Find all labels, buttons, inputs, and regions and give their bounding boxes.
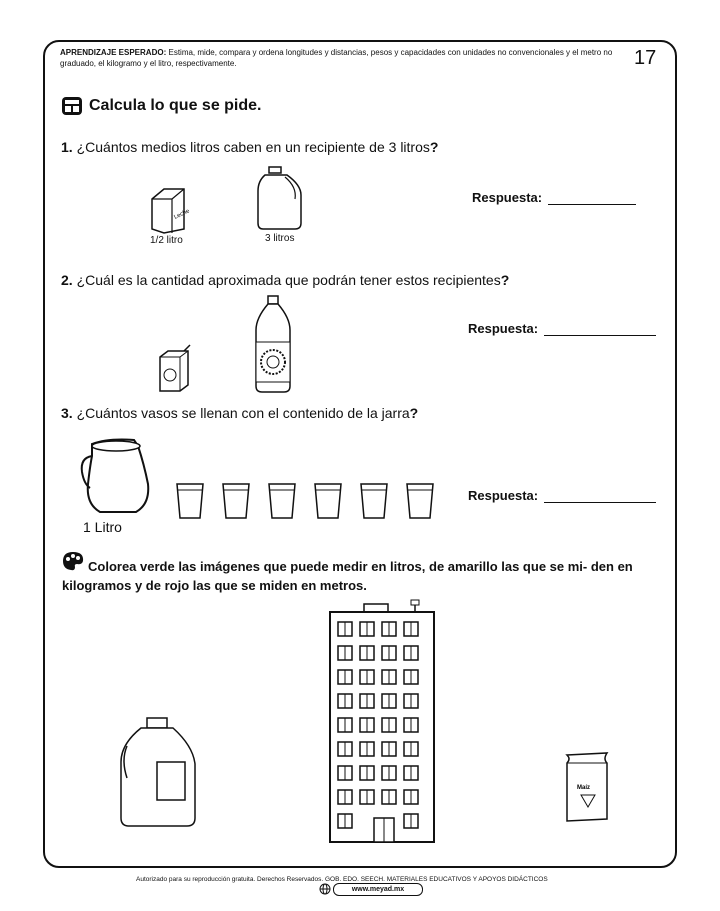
question-1: 1. ¿Cuántos medios litros caben en un recipiente de 3 litros? (61, 139, 439, 155)
glass-icon (407, 484, 433, 518)
glass-icon (361, 484, 387, 518)
answer-1: Respuesta: (472, 190, 636, 205)
learning-objective (60, 47, 620, 69)
glass-icon (223, 484, 249, 518)
corn-bag-icon (561, 749, 613, 825)
website-link[interactable]: www.meyad.mx (333, 883, 423, 896)
answer-3: Respuesta: (468, 488, 656, 503)
calculator-icon (61, 96, 83, 116)
gallon-jug-icon (255, 165, 305, 231)
objective-text: Estima, mide, compara y ordena longitudes y distancias, pesos y capacidades con unidades no convencionales y el metro no graduado, el kilogramo y el litro, respectivamente. (60, 48, 613, 68)
coloring-instructions: Colorea verde las imágenes que puede medir en litros, de amarillo las que se mi- den en kilogramos y de rojo las que se miden en metros. (62, 559, 633, 593)
page-number: 17 (634, 47, 657, 69)
objective-label: APRENDIZAJE ESPERADO: (60, 48, 167, 57)
carton-label: 1/2 litro (150, 235, 183, 246)
svg-text:Maíz: Maíz (577, 785, 591, 791)
juice-box-icon (158, 345, 194, 393)
milk-carton-icon (148, 185, 191, 235)
answer-3-blank[interactable] (544, 490, 656, 503)
svg-text:Leche: Leche (173, 208, 191, 221)
question-2: 2. ¿Cuál es la cantidad aproximada que podrán tener estos recipientes? (61, 272, 510, 288)
glasses-row (176, 482, 436, 522)
globe-icon (319, 883, 331, 895)
glass-icon (315, 484, 341, 518)
building-icon (328, 600, 436, 844)
pitcher-icon (78, 436, 154, 516)
answer-1-blank[interactable] (548, 192, 636, 205)
question-3: 3. ¿Cuántos vasos se llenan con el contenido de la jarra? (61, 405, 419, 421)
pitcher-label: 1 Litro (83, 519, 122, 535)
glass-icon (269, 484, 295, 518)
gallon-jug-icon (117, 716, 199, 830)
footer-text: Autorizado para su reproducción gratuita. Derechos Reservados. GOB. EDO. SEECH. MATERIALES EDUCATIVOS Y APOYOS DIDÁCTICOS (136, 876, 548, 883)
answer-2-blank[interactable] (544, 323, 656, 336)
section-title: Calcula lo que se pide. (89, 97, 262, 114)
soda-bottle-icon (254, 294, 294, 394)
glass-icon (177, 484, 203, 518)
answer-2: Respuesta: (468, 321, 656, 336)
gallon-label: 3 litros (265, 233, 295, 244)
